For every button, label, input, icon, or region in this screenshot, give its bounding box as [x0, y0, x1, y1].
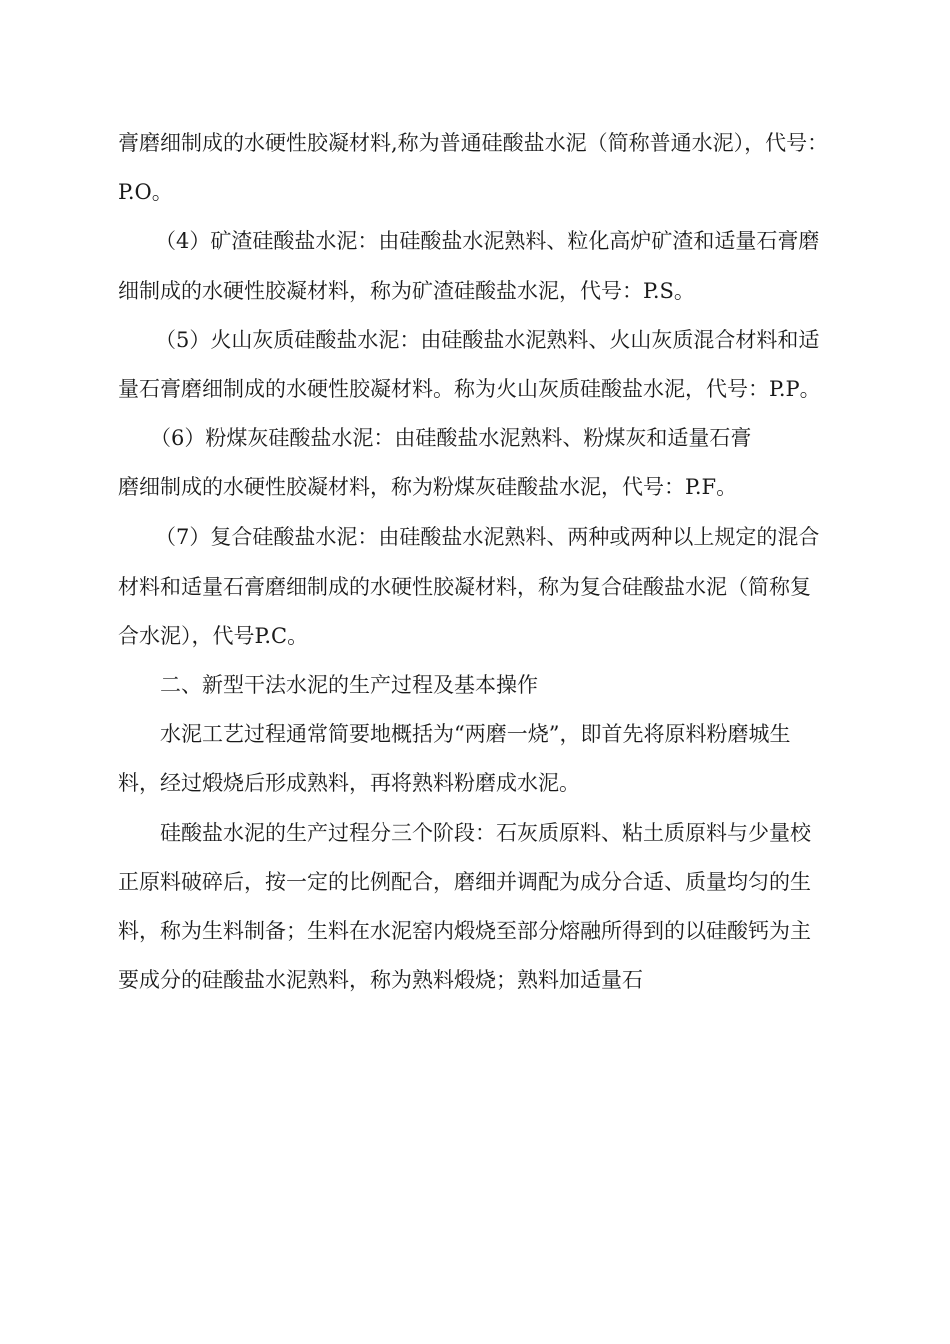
text-line: （6）粉煤灰硅酸盐水泥：由硅酸盐水泥熟料、粉煤灰和适量石膏 [150, 426, 752, 450]
text-line: 水泥工艺过程通常简要地概括为“两磨一烧”，即首先将原料粉磨城生 [160, 722, 791, 746]
text-line: 材料和适量石膏磨细制成的水硬性胶凝材料，称为复合硅酸盐水泥（简称复 [118, 575, 811, 599]
text-line: 要成分的硅酸盐水泥熟料，称为熟料煅烧；熟料加适量石 [118, 968, 643, 992]
text-line: 正原料破碎后，按一定的比例配合，磨细并调配为成分合适、质量均匀的生 [118, 870, 811, 894]
text-line: （7）复合硅酸盐水泥：由硅酸盐水泥熟料、两种或两种以上规定的混合 [155, 525, 820, 549]
text-line: 量石膏磨细制成的水硬性胶凝材料。称为火山灰质硅酸盐水泥，代号：P.P。 [118, 377, 821, 401]
text-line: （4）矿渣硅酸盐水泥：由硅酸盐水泥熟料、粒化高炉矿渣和适量石膏磨 [155, 229, 820, 253]
text-line: P.O。 [118, 180, 173, 204]
text-line: 细制成的水硬性胶凝材料，称为矿渣硅酸盐水泥，代号：P.S。 [118, 279, 695, 303]
text-line: （5）火山灰质硅酸盐水泥：由硅酸盐水泥熟料、火山灰质混合材料和适 [155, 328, 820, 352]
text-line: 磨细制成的水硬性胶凝材料，称为粉煤灰硅酸盐水泥，代号：P.F。 [118, 475, 738, 499]
text-line: 合水泥），代号P.C。 [118, 624, 309, 648]
text-line: 料，经过煅烧后形成熟料，再将熟料粉磨成水泥。 [118, 771, 580, 795]
text-line: 硅酸盐水泥的生产过程分三个阶段：石灰质原料、粘土质原料与少量校 [160, 821, 811, 845]
text-line: 料，称为生料制备；生料在水泥窑内煅烧至部分熔融所得到的以硅酸钙为主 [118, 919, 811, 943]
section-heading: 二、新型干法水泥的生产过程及基本操作 [160, 673, 538, 697]
text-line: 膏磨细制成的水硬性胶凝材料,称为普通硅酸盐水泥（简称普通水泥），代号： [118, 131, 829, 155]
